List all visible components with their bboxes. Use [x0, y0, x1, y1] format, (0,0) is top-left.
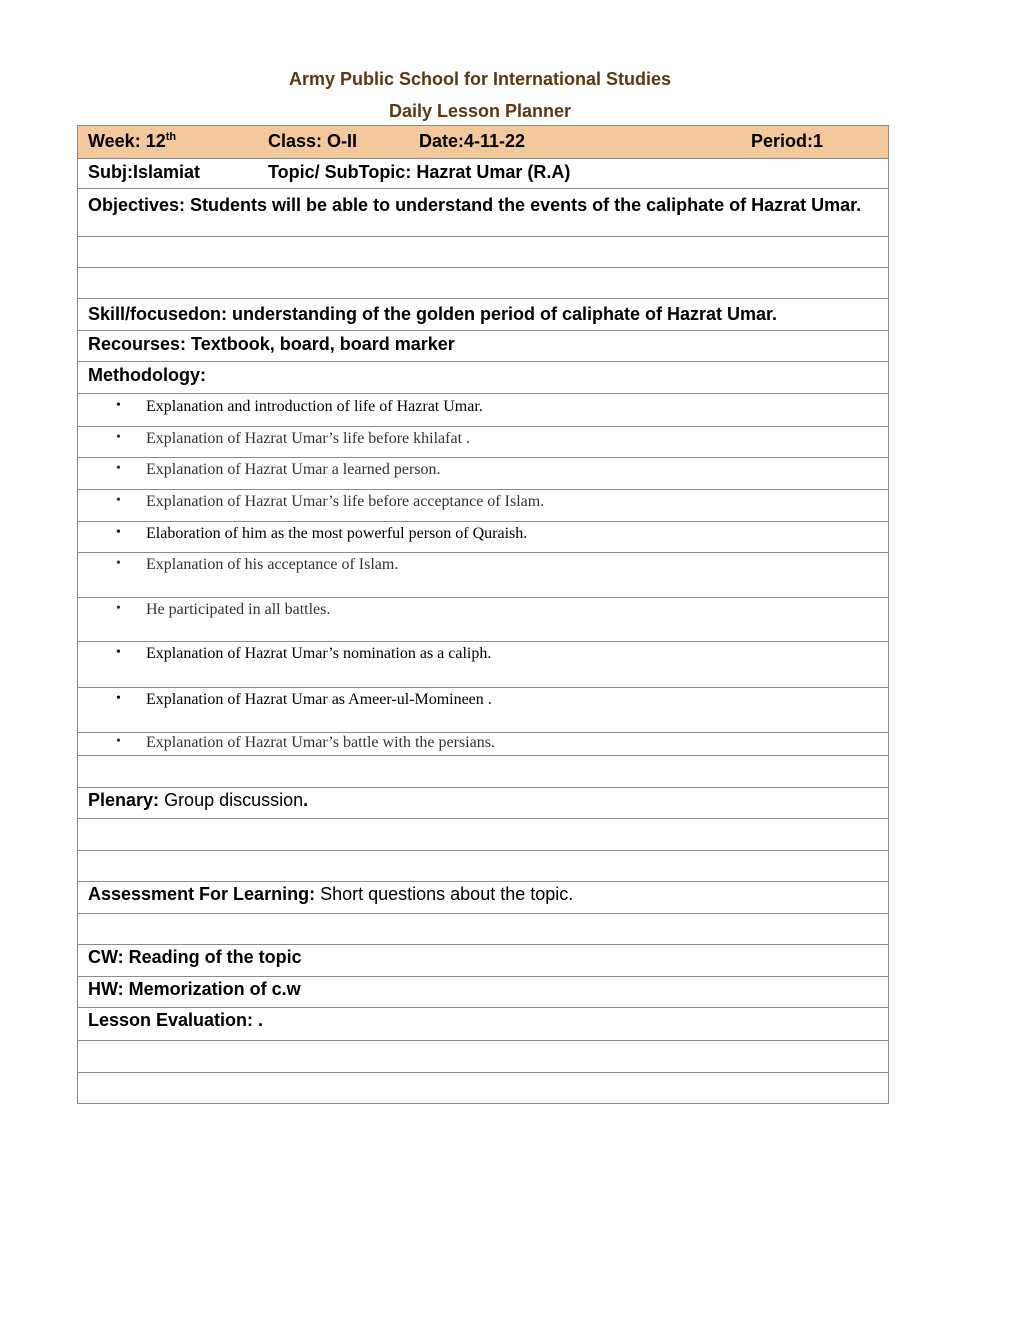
list-item: • Explanation of Hazrat Umar a learned person. — [78, 457, 888, 489]
plenary-row — [78, 787, 888, 818]
evaluation-row — [78, 1007, 888, 1040]
methodology-item: He participated in all battles. — [146, 601, 331, 618]
skill-text: Skill/focusedon: understanding of the golden period of caliphate of Hazrat Umar. — [88, 304, 778, 324]
date-cell: Date:4-11-22 — [419, 131, 526, 151]
methodology-item: Explanation and introduction of life of Hazrat Umar. — [146, 398, 483, 415]
methodology-item: Explanation of Hazrat Umar as Ameer-ul-Momineen . — [146, 691, 492, 708]
methodology-item: Explanation of Hazrat Umar a learned person. — [146, 461, 441, 478]
blank-row — [78, 755, 888, 787]
list-item: • Explanation of his acceptance of Islam. — [78, 552, 888, 597]
skill-row — [78, 298, 888, 330]
blank-row — [78, 818, 888, 850]
resources-text: Recourses: Textbook, board, board marker — [88, 334, 455, 354]
blank-row — [78, 1040, 888, 1072]
class-cell: Class: O-II — [268, 131, 358, 151]
blank-row — [78, 1072, 888, 1104]
blank-row — [78, 267, 888, 298]
blank-row — [78, 850, 888, 881]
methodology-item: Explanation of Hazrat Umar’s battle with the persians. — [146, 734, 495, 751]
cw-text: CW: Reading of the topic — [88, 947, 302, 967]
hw-text: HW: Memorization of c.w — [88, 979, 301, 999]
lesson-plan-table — [77, 125, 889, 1104]
methodology-item: Explanation of his acceptance of Islam. — [146, 556, 399, 573]
school-name: Army Public School for International Studies — [288, 69, 672, 89]
evaluation-text: Lesson Evaluation: . — [88, 1010, 264, 1030]
planner-title: Daily Lesson Planner — [388, 101, 572, 121]
list-item: • Explanation of Hazrat Umar’s battle with the persians. — [78, 732, 888, 755]
methodology-item: Explanation of Hazrat Umar’s nomination as a caliph. — [146, 645, 492, 662]
plenary-text: Plenary: Group discussion. — [88, 790, 309, 810]
methodology-label: Methodology: — [88, 365, 206, 385]
methodology-item: Explanation of Hazrat Umar’s life before khilafat . — [146, 430, 471, 447]
period-cell: Period:1 — [751, 131, 824, 151]
list-item: • Explanation of Hazrat Umar’s nomination as a caliph. — [78, 641, 888, 687]
subject-cell: Subj:Islamiat — [88, 162, 201, 182]
methodology-item: Explanation of Hazrat Umar’s life before acceptance of Islam. — [146, 493, 545, 510]
blank-row — [78, 913, 888, 944]
methodology-row — [78, 361, 888, 393]
cw-row — [78, 944, 888, 976]
list-item: • Elaboration of him as the most powerful person of Quraish. — [78, 521, 888, 552]
topic-cell: Topic/ SubTopic: Hazrat Umar (R.A) — [268, 162, 571, 182]
assessment-text: Assessment For Learning: Short questions about the topic. — [88, 884, 574, 904]
resources-row — [78, 330, 888, 361]
objectives-row: Objectives: Students will be able to understand the events of the caliphate of Hazrat Umar. — [78, 188, 888, 236]
header-row — [78, 125, 888, 158]
methodology-item: Elaboration of him as the most powerful person of Quraish. — [146, 525, 528, 542]
week-cell: Week: 12th — [88, 131, 177, 151]
list-item: • He participated in all battles. — [78, 597, 888, 641]
list-item: • Explanation and introduction of life of Hazrat Umar. — [78, 393, 888, 426]
hw-row — [78, 976, 888, 1007]
list-item: • Explanation of Hazrat Umar as Ameer-ul-Momineen . — [78, 687, 888, 732]
blank-row — [78, 236, 888, 267]
assessment-row — [78, 881, 888, 913]
subject-row — [78, 158, 888, 188]
list-item: • Explanation of Hazrat Umar’s life before khilafat . — [78, 426, 888, 457]
list-item: • Explanation of Hazrat Umar’s life before acceptance of Islam. — [78, 489, 888, 521]
